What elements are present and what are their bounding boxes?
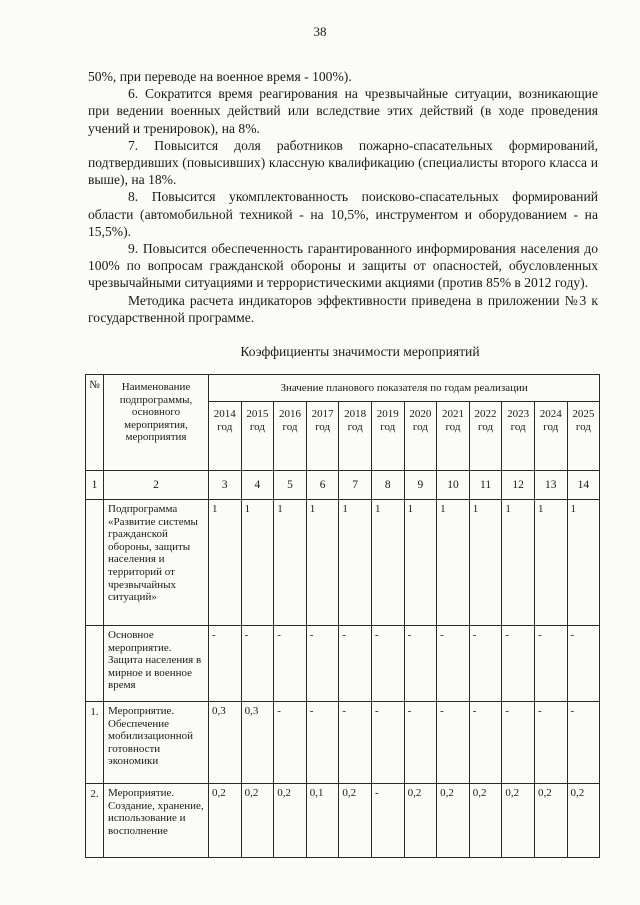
value-cell: - <box>502 626 535 702</box>
value-cell: - <box>371 702 404 784</box>
row-number <box>86 626 104 702</box>
value-cell: 1 <box>567 500 600 626</box>
year-label: 2022 <box>474 408 497 420</box>
value-cell: 0,2 <box>469 784 502 858</box>
column-number: 10 <box>437 471 470 500</box>
year-unit-label: год <box>445 420 461 433</box>
row-number: 1. <box>86 702 104 784</box>
header-year-group: Значение планового показателя по годам реализации <box>209 375 600 402</box>
year-label: 2017 <box>311 408 334 420</box>
value-cell: 0,2 <box>404 784 437 858</box>
row-number: 2. <box>86 784 104 858</box>
column-number: 9 <box>404 471 437 500</box>
value-cell: - <box>274 626 307 702</box>
value-cell: 1 <box>339 500 372 626</box>
value-cell: - <box>534 702 567 784</box>
value-cell: 1 <box>469 500 502 626</box>
header-number: № <box>86 375 104 471</box>
table-row <box>86 500 600 626</box>
column-number: 2 <box>104 471 209 500</box>
value-cell: 1 <box>306 500 339 626</box>
column-number: 1 <box>86 471 104 500</box>
value-cell: - <box>241 626 274 702</box>
year-unit-label: год <box>315 420 331 433</box>
column-number: 6 <box>306 471 339 500</box>
value-cell: 0,2 <box>502 784 535 858</box>
header-year-2014 <box>209 402 242 471</box>
year-unit-label: год <box>478 420 494 433</box>
row-name: Основное мероприятие. Защита населения в мирное и военное время <box>104 626 209 702</box>
value-cell: 1 <box>371 500 404 626</box>
year-unit-label: год <box>282 420 298 433</box>
header-year-2019 <box>371 402 404 471</box>
header-year-2020 <box>404 402 437 471</box>
year-unit-label: год <box>575 420 591 433</box>
year-label: 2019 <box>376 408 399 420</box>
year-unit-label: год <box>217 420 233 433</box>
value-cell: - <box>371 784 404 858</box>
row-name: Мероприятие. Создание, хранение, использование и восполнение <box>104 784 209 858</box>
value-cell: - <box>567 702 600 784</box>
year-unit-label: год <box>510 420 526 433</box>
body-text <box>88 68 598 326</box>
table-title: Коэффициенты значимости мероприятий <box>240 344 480 359</box>
header-year-2017 <box>306 402 339 471</box>
row-name: Подпрограмма «Развитие системы гражданской обороны, защиты населения и территорий от чрезвычайных ситуаций» <box>104 500 209 626</box>
table-header <box>86 375 600 500</box>
value-cell: 0,2 <box>241 784 274 858</box>
year-unit-label: год <box>347 420 363 433</box>
value-cell: 0,1 <box>306 784 339 858</box>
header-year-2023 <box>502 402 535 471</box>
table-row <box>86 702 600 784</box>
value-cell: - <box>502 702 535 784</box>
value-cell: 0,2 <box>534 784 567 858</box>
value-cell: - <box>339 702 372 784</box>
paragraph: 8. Повысится укомплектованность поисково-спасательных формирований области (автомобильной техникой - на 10,5%, инструментом и оборудованием - на 15,5%). <box>88 189 598 239</box>
value-cell: - <box>469 626 502 702</box>
table-row <box>86 784 600 858</box>
page-number: 38 <box>313 24 327 39</box>
value-cell: 0,3 <box>209 702 242 784</box>
year-label: 2023 <box>507 408 530 420</box>
value-cell: 1 <box>437 500 470 626</box>
column-number: 3 <box>209 471 242 500</box>
year-label: 2014 <box>213 408 236 420</box>
value-cell: - <box>567 626 600 702</box>
header-year-2022 <box>469 402 502 471</box>
value-cell: 0,3 <box>241 702 274 784</box>
value-cell: - <box>306 626 339 702</box>
year-unit-label: год <box>380 420 396 433</box>
value-cell: - <box>437 626 470 702</box>
year-unit-label: год <box>249 420 265 433</box>
year-label: 2021 <box>441 408 464 420</box>
value-cell: 0,2 <box>437 784 470 858</box>
value-cell: - <box>306 702 339 784</box>
value-cell: 1 <box>404 500 437 626</box>
value-cell: - <box>534 626 567 702</box>
value-cell: - <box>371 626 404 702</box>
paragraph: 50%, при переводе на военное время - 100%). <box>88 69 352 84</box>
column-number: 7 <box>339 471 372 500</box>
value-cell: - <box>274 702 307 784</box>
value-cell: 0,2 <box>567 784 600 858</box>
header-year-2016 <box>274 402 307 471</box>
column-number: 11 <box>469 471 502 500</box>
year-label: 2024 <box>539 408 562 420</box>
table-row <box>86 626 600 702</box>
column-number: 5 <box>274 471 307 500</box>
header-name: Наименование подпрограммы, основного мероприятия, мероприятия <box>104 375 209 471</box>
value-cell: 0,2 <box>274 784 307 858</box>
paragraph: 6. Сократится время реагирования на чрезвычайные ситуации, возникающие при ведении военных действий или вследствие этих действий (в ходе проведения учений и тренировок), на 8%. <box>88 86 598 136</box>
value-cell: 0,2 <box>209 784 242 858</box>
year-unit-label: год <box>412 420 428 433</box>
value-cell: - <box>339 626 372 702</box>
value-cell: 1 <box>241 500 274 626</box>
header-year-2018 <box>339 402 372 471</box>
paragraph: 9. Повысится обеспеченность гарантированного информирования населения до 100% по вопросам гражданской обороны и защиты от опасностей, обусловленных чрезвычайными ситуациями и террористическими акциями (против 85% в 2012 году). <box>88 241 598 291</box>
year-label: 2016 <box>278 408 301 420</box>
value-cell: - <box>209 626 242 702</box>
column-number: 8 <box>371 471 404 500</box>
column-numbers-row <box>86 471 600 500</box>
row-number <box>86 500 104 626</box>
value-cell: - <box>469 702 502 784</box>
table-body <box>86 500 600 858</box>
value-cell: - <box>437 702 470 784</box>
value-cell: 1 <box>534 500 567 626</box>
column-number: 14 <box>567 471 600 500</box>
paragraph: Методика расчета индикаторов эффективности приведена в приложении №3 к государственной программе. <box>88 292 598 325</box>
header-year-2015 <box>241 402 274 471</box>
header-year-2025 <box>567 402 600 471</box>
column-number: 12 <box>502 471 535 500</box>
value-cell: 0,2 <box>339 784 372 858</box>
header-year-2024 <box>534 402 567 471</box>
value-cell: - <box>404 626 437 702</box>
column-number: 13 <box>534 471 567 500</box>
paragraph: 7. Повысится доля работников пожарно-спасательных формирований, подтвердивших (повысивших) классную квалификацию (специалисты второго класса и выше), на 18%. <box>88 137 598 188</box>
value-cell: 1 <box>274 500 307 626</box>
coefficients-table <box>85 374 600 858</box>
year-label: 2015 <box>246 408 269 420</box>
row-name: Мероприятие. Обеспечение мобилизационной готовности экономики <box>104 702 209 784</box>
year-label: 2025 <box>572 408 595 420</box>
value-cell: - <box>404 702 437 784</box>
header-year-2021 <box>437 402 470 471</box>
value-cell: 1 <box>209 500 242 626</box>
column-number: 4 <box>241 471 274 500</box>
value-cell: 1 <box>502 500 535 626</box>
year-label: 2020 <box>409 408 432 420</box>
year-unit-label: год <box>543 420 559 433</box>
year-label: 2018 <box>344 408 367 420</box>
